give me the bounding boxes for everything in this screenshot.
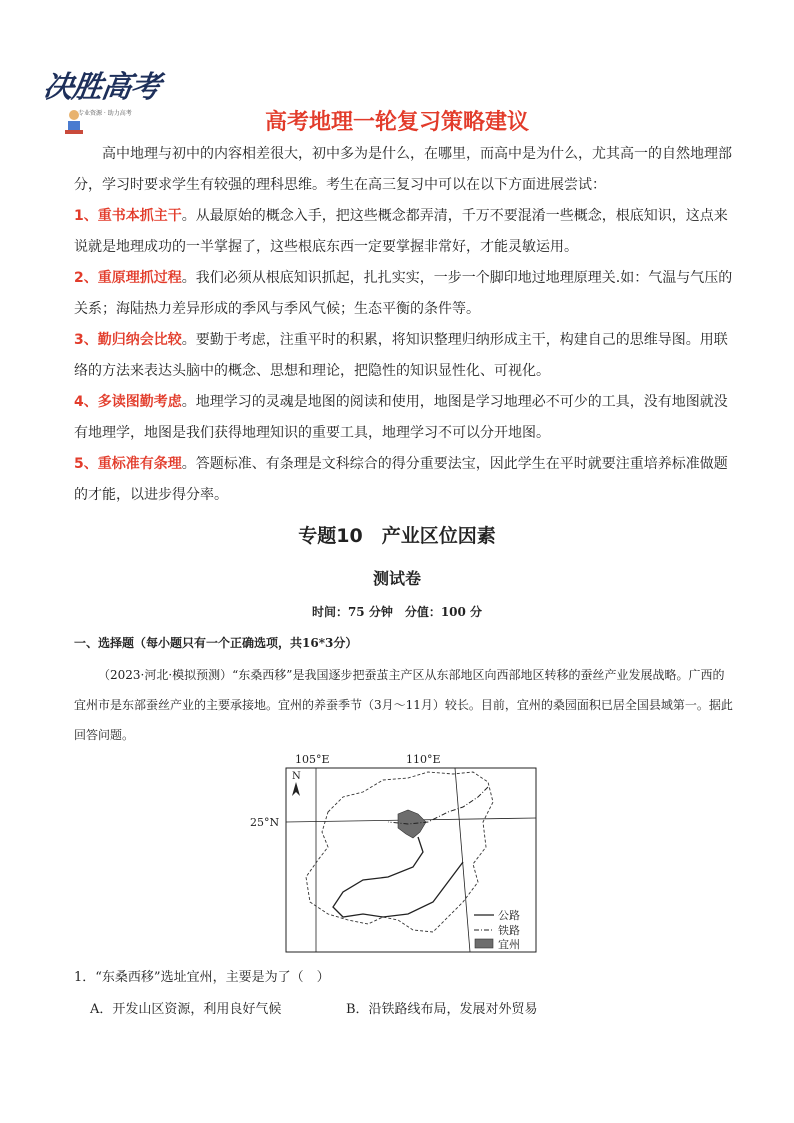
tip-label: 1、重书本抓主干 [74, 208, 182, 224]
page-title: 高考地理一轮复习策略建议 [264, 110, 529, 135]
lat-label-25: 25°N [250, 816, 280, 829]
legend-yizhou-swatch [475, 939, 493, 948]
tip-label: 5、重标准有条理 [74, 456, 182, 472]
highway-line [333, 837, 463, 917]
tip-item [74, 449, 736, 511]
tip-label: 3、勤归纳会比较 [74, 332, 182, 348]
tip-text: 。我们必须从根底知识抓起，扎扎实实，一步一个脚印地过地理原理关.如：气温与气压的关系；海陆热力差异形成的季风与季风气候；生态平衡的条件等。 [74, 270, 733, 317]
tip-text: 。从最原始的概念入手，把这些概念都弄清，千万不要混淆一些概念，根底知识，这点来说就是地理成功的一半掌握了，这些根底东西一定要掌握非常好，才能灵敏运用。 [74, 208, 728, 255]
test-title: 测试卷 [372, 569, 421, 588]
logo-subtitle: 专业资源 · 助力高考 [78, 110, 132, 117]
tip-label: 4、多读图勤考虑 [74, 394, 182, 410]
tip-item [74, 263, 736, 325]
lon-label-110: 110°E [406, 753, 441, 766]
north-label: N [292, 771, 301, 782]
intro-paragraph: 高中地理与初中的内容相差很大，初中多为是什么，在哪里，而高中是为什么，尤其高一的自然地理部分，学习时要求学生有较强的理科思维。考生在高三复习中可以在以下方面进展尝试： [74, 146, 732, 193]
north-arrow-icon [292, 782, 300, 796]
tip-item [74, 325, 736, 387]
strategy-section [74, 139, 736, 511]
tip-text: 。地理学习的灵魂是地图的阅读和使用，地图是学习地理必不可少的工具，没有地图就没有地理学，地图是我们获得地理知识的重要工具，地理学习不可以分开地图。 [74, 394, 728, 441]
time-score-line: 时间：75 分钟 分值：100 分 [311, 605, 483, 619]
option-b[interactable]: B．沿铁路线布局，发展对外贸易 [346, 1002, 538, 1017]
legend-rail-label: 铁路 [498, 924, 520, 937]
logo-text: 决胜高考 [41, 70, 162, 105]
meridian-110 [455, 768, 470, 952]
tip-text: 。要勤于考虑，注重平时的积累，将知识整理归纳形成主干，构建自己的思维导图。用联络的方法来表达头脑中的概念、思想和理论，把隐性的知识显性化、可视化。 [74, 332, 728, 379]
question-intro [74, 660, 736, 750]
lon-label-105: 105°E [295, 753, 330, 766]
legend-yizhou-label: 宜州 [498, 938, 520, 951]
guangxi-map [248, 752, 543, 955]
tip-text: 。答题标准、有条理是文科综合的得分重要法宝，因此学生在平时就要注重培养标准做题的才能，以进步得分率。 [74, 456, 728, 503]
section-heading: 一、选择题（每小题只有一个正确选项，共16*3分） [74, 636, 358, 650]
tip-item [74, 201, 736, 263]
question-intro-text: （2023·河北·模拟预测）“东桑西移”是我国逐步把蚕茧主产区从东部地区向西部地区转移的蚕丝产业发展战略。广西的宜州市是东部蚕丝产业的主要承接地。宜州的养蚕季节（3月～11月）较长。目前，宜州的桑园面积已居全国县域第一。据此回答问题。 [74, 668, 733, 742]
topic-title: 专题10 产业区位因素 [298, 525, 496, 547]
tip-item [74, 387, 736, 449]
tip-label: 2、重原理抓过程 [74, 270, 182, 286]
legend-road-label: 公路 [498, 909, 520, 922]
question-1: 1．“东桑西移”选址宜州，主要是为了（ ） [74, 970, 330, 985]
yizhou-region [398, 810, 426, 838]
option-a[interactable]: A．开发山区资源，利用良好气候 [90, 1002, 282, 1017]
